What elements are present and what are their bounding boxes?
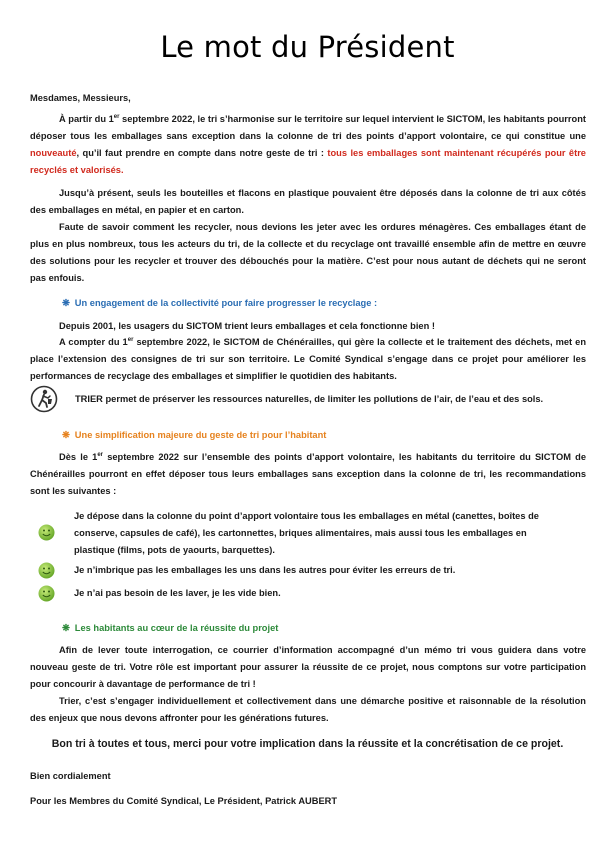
page-title: Le mot du Président [160,30,455,64]
list-item: Je dépose dans la colonne du point d’apport volontaire tous les emballages en métal (canettes, boîtes de conserve, capsules de café), les cartonnettes, briques alimentaires, mais aussi tous les emballages en plastique (films, pots de yaourts, barquettes). [74,511,539,555]
section3-paragraph-1: Afin de lever toute interrogation, ce courrier d’information accompagné d’un mémo tri vous guidera dans votre nouveau geste de tri. Votre rôle est important pour assurer la réussite de ce projet, nous comptons sur votre participation pour concourir à davantage de performance de tri ! [30,645,586,689]
intro-paragraph-2: Jusqu’à présent, seuls les bouteilles et flacons en plastique pouvaient être déposés dans la colonne de tri aux côtés des emballages en métal, en papier et en carton. [30,188,586,215]
smiley-icon [38,585,55,602]
trier-statement: TRIER permet de préserver les ressources naturelles, de limiter les pollutions de l’air, de l’eau et des sols. [75,394,544,404]
section1-paragraph-2: A compter du 1er septembre 2022, le SICTOM de Chénérailles, qui gère la collecte et le traitement des déchets, met en place l’extension des consignes de tri sur son territoire. Le Comité Syndical s’engage dans ce projet pour améliorer les performances de recyclage des emballages et simplifier le quotidien des habitants. [30,336,587,381]
star-icon: ❋ [62,430,70,440]
star-icon: ❋ [62,298,70,308]
section3-paragraph-2: Trier, c’est s’engager individuellement et collectivement dans une démarche positive et raisonnable de la résolution des enjeux que nous devons affronter pour les générations futures. [30,696,586,723]
intro-paragraph-1: À partir du 1er septembre 2022, le tri s’harmonise sur le territoire sur lequel intervient le SICTOM, les habitants pourront déposer tous les emballages sans exception dans la colonne de tri des points d’apport volontaire, ce qui constitue une nouveauté, qu’il faut prendre en compte dans notre geste de tri : tous les emballages sont maintenant récupérés pour être recyclés et valorisés. [30,113,586,175]
smiley-icon [38,524,55,541]
regards: Bien cordialement [30,771,111,781]
recycle-person-icon [30,385,58,413]
closing-statement: Bon tri à toutes et tous, merci pour votre implication dans la réussite et la concrétisation de ce projet. [51,738,564,750]
section-heading-simplification: ❋ Une simplification majeure du geste de tri pour l’habitant [62,430,327,440]
salutation: Mesdames, Messieurs, [30,93,131,103]
section-heading-habitants: ❋ Les habitants au cœur de la réussite du projet [62,623,279,633]
list-item: Je n’ai pas besoin de les laver, je les vide bien. [74,588,281,598]
star-icon: ❋ [62,623,70,633]
section-heading-engagement: ❋ Un engagement de la collectivité pour faire progresser le recyclage : [62,298,378,308]
signature: Pour les Membres du Comité Syndical, Le Président, Patrick AUBERT [30,796,338,806]
smiley-icon [38,562,55,579]
list-item: Je n’imbrique pas les emballages les uns dans les autres pour éviter les erreurs de tri. [74,565,456,575]
section1-paragraph-1: Depuis 2001, les usagers du SICTOM trient leurs emballages et cela fonctionne bien ! [59,321,435,331]
section2-paragraph-1: Dès le 1er septembre 2022 sur l’ensemble des points d’apport volontaire, les habitants du territoire du SICTOM de Chénérailles pourront en effet déposer tous leurs emballages sans exception dans la colonne de tri, les recommandations sont les suivantes : [30,451,586,496]
intro-paragraph-3: Faute de savoir comment les recycler, nous devions les jeter avec les ordures ménagères. Ces emballages étant de plus en plus nombreux, tous les acteurs du tri, de la collecte et du recyclage ont travaillé ensemble afin de mettre en œuvre des solutions pour les recycler et trouver des débouchés pour la matière. C’est pour nous autant de déchets qui ne seront pas enfouis. [30,222,586,283]
